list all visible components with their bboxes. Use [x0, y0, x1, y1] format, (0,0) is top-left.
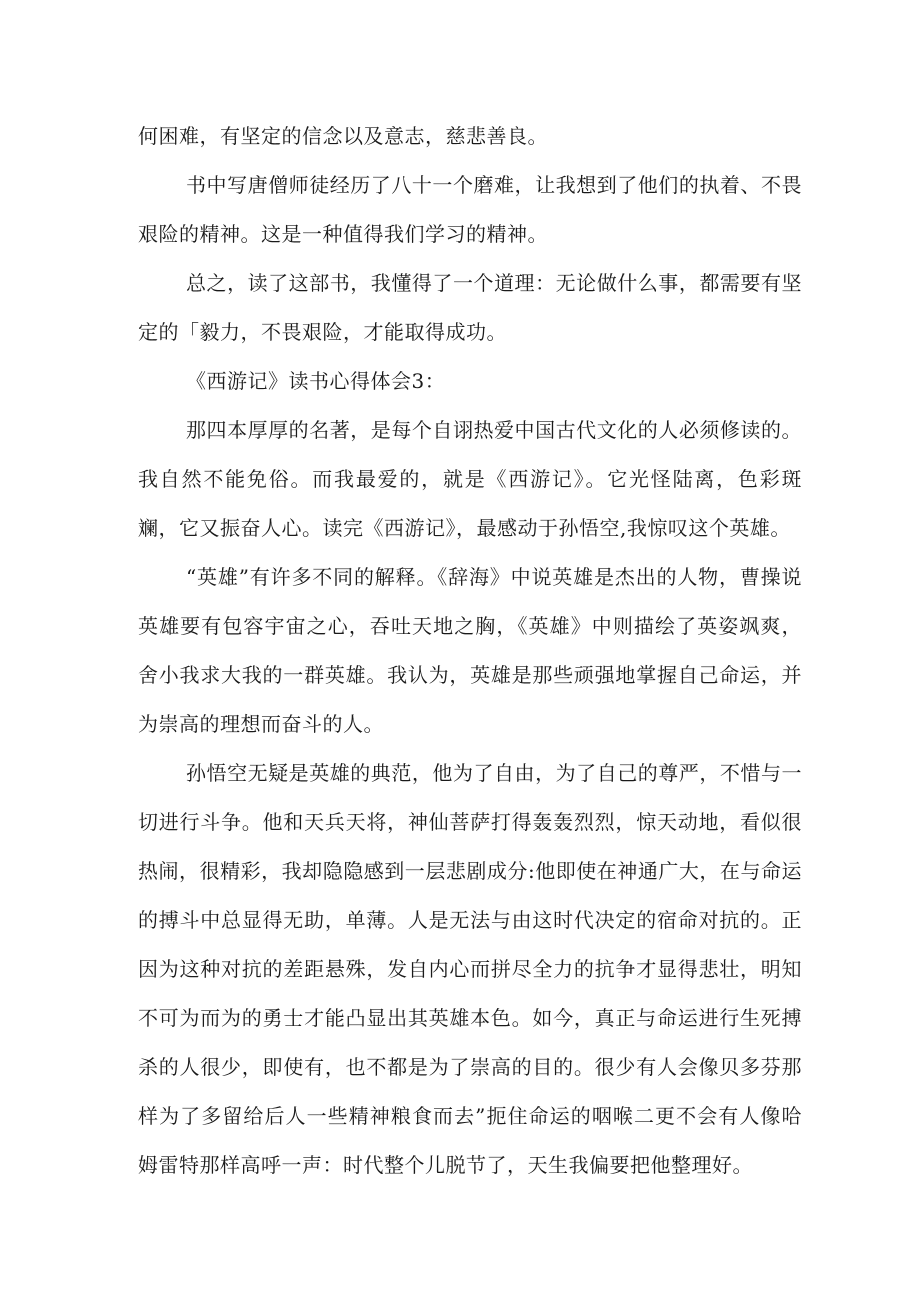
paragraph-continuation: 何困难，有坚定的信念以及意志，慈悲善良。 [138, 124, 548, 148]
document-body [138, 112, 802, 1190]
paragraph-conclusion: 总之，读了这部书，我懂得了一个道理：无论做什么事，都需要有坚定的「毅力，不畏艰险，才能取得成功。 [138, 271, 802, 344]
section-heading: 《西游记》读书心得体会3： [186, 369, 446, 393]
paragraph-journey-hardships: 书中写唐僧师徒经历了八十一个磨难，让我想到了他们的执着、不畏艰险的精神。这是一种值得我们学习的精神。 [138, 173, 802, 246]
paragraph-sun-wukong: 孙悟空无疑是英雄的典范，他为了自由，为了自己的尊严，不惜与一切进行斗争。他和天兵天将，神仙菩萨打得轰轰烈烈，惊天动地，看似很热闹，很精彩，我却隐隐感到一层悲剧成分:他即使在神通广大，在与命运的搏斗中总显得无助，单薄。人是无法与由这时代决定的宿命对抗的。正因为这种对抗的差距悬殊，发自内心而拼尽全力的抗争才显得悲壮，明知不可为而为的勇士才能凸显出其英雄本色。如今，真正与命运进行生死搏杀的人很少，即使有，也不都是为了崇高的目的。很少有人会像贝多芬那样为了多留给后人一些精神粮食而去”扼住命运的咽喉二更不会有人像哈姆雷特那样高呼一声：时代整个儿脱节了，天生我偏要把他整理好。 [138, 761, 802, 1177]
paragraph-four-classics: 那四本厚厚的名著，是每个自诩热爱中国古代文化的人必须修读的。我自然不能免俗。而我最爱的，就是《西游记》。它光怪陆离，色彩斑斓，它又振奋人心。读完《西游记》，最感动于孙悟空,我惊叹这个英雄。 [138, 418, 802, 540]
paragraph-hero-definition: “英雄”有许多不同的解释。《辞海》中说英雄是杰出的人物，曹操说英雄要有包容宇宙之心，吞吐天地之胸，《英雄》中则描绘了英姿飒爽，舍小我求大我的一群英雄。我认为，英雄是那些顽强地掌握自己命运，并为崇高的理想而奋斗的人。 [138, 565, 802, 736]
